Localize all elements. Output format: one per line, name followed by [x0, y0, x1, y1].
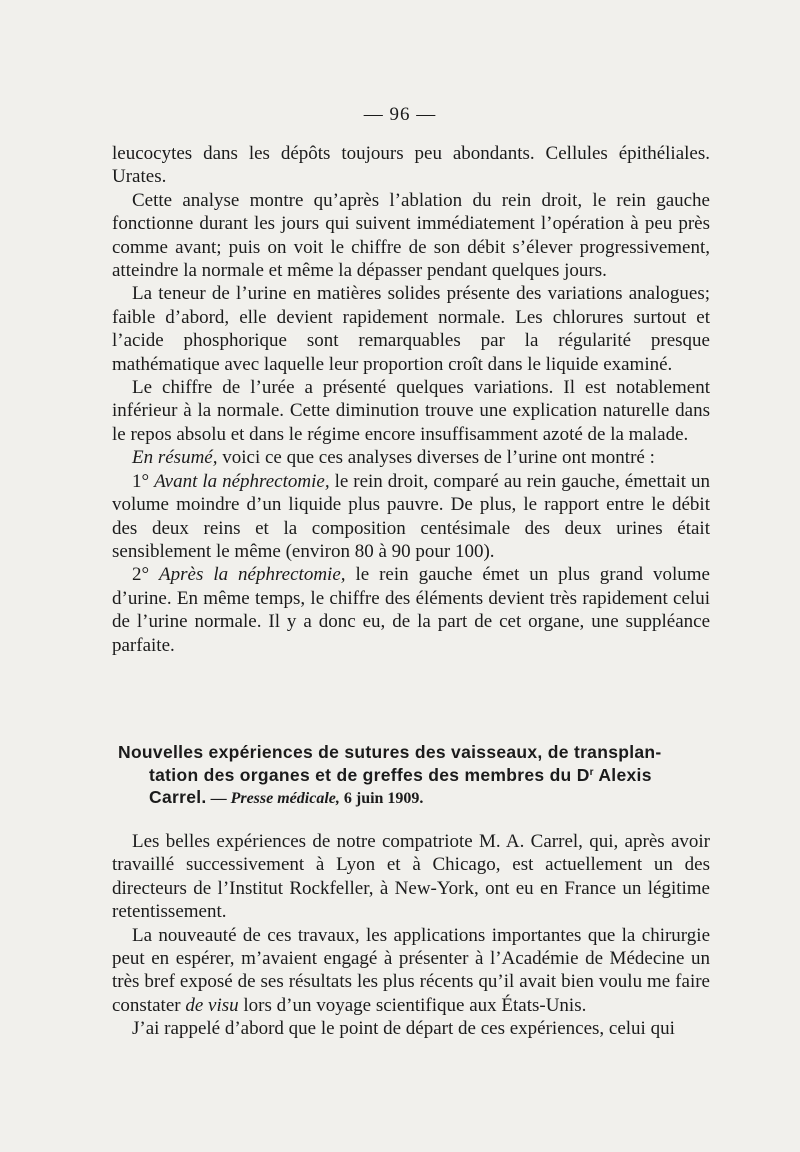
- author-name: Carrel.: [149, 787, 207, 807]
- text-run: J’ai rappelé d’abord que le point de départ de ces expériences, celui qui: [132, 1018, 675, 1040]
- paragraph-10: [112, 1017, 710, 1040]
- heading-line-2: tation des organes et de greffes des membres du $D^r$ Alexis: [149, 764, 652, 785]
- body-text-bottom: [112, 830, 710, 1041]
- paragraph-2: [112, 189, 710, 283]
- paragraph-8: [112, 830, 710, 924]
- heading-line-1: Nouvelles expériences de sutures des vaisseaux, de transplan-: [118, 742, 662, 762]
- text-run: 2°: [132, 564, 160, 586]
- italic-phrase: En résumé,: [132, 447, 218, 469]
- text-run: Le chiffre de l’urée a présenté quelques variations. Il est notablement inférieur à la normale. Cette diminution trouve une explication naturelle dans le repos absolu et dans le régime encore insuffisamment azoté de la malade.: [112, 377, 710, 445]
- source-date: 6 juin 1909.: [339, 790, 424, 807]
- italic-phrase: Avant la néphrectomie,: [154, 470, 330, 492]
- paragraph-6: [112, 470, 710, 564]
- body-text-top: [112, 142, 710, 657]
- paragraph-9: [112, 924, 710, 1018]
- source-journal: Presse médicale,: [230, 790, 340, 807]
- text-run: leucocytes dans les dépôts toujours peu abondants. Cellules épithéliales. Urates.: [112, 143, 710, 188]
- italic-phrase: Après la néphrectomie,: [159, 564, 346, 586]
- paragraph-1: [112, 142, 710, 189]
- heading-line-3: Carrel. — Presse médicale, 6 juin 1909.: [149, 787, 424, 807]
- italic-phrase: de visu: [185, 994, 239, 1016]
- text-run: 1°: [132, 470, 155, 492]
- paragraph-4: [112, 376, 710, 446]
- paragraph-3: [112, 282, 710, 376]
- text-run: le rein droit, comparé au rein gauche, émettait un volume moindre d’un liquide plus pauvre. De plus, le rapport entre le débit des deux reins et la composition centésimale des deux urines était sensiblement le même (environ 80 à 90 pour 100).: [112, 470, 710, 562]
- text-run: Les belles expériences de notre compatriote M. A. Carrel, qui, après avoir travaillé successivement à Lyon et à Chicago, est actuellement un des directeurs de l’Institut Rockfeller, à New-York, ont eu en France un légitime retentissement.: [112, 831, 710, 923]
- text-run: La teneur de l’urine en matières solides présente des variations analogues; faible d’abord, elle devient rapidement normale. Les chlorures surtout et l’acide phosphorique sont remarquables par la régularité presque mathématique avec laquelle leur proportion croît dans le liquide examiné.: [112, 283, 710, 375]
- paragraph-5: [112, 446, 710, 469]
- section-heading: [118, 741, 718, 811]
- text-run: La nouveauté de ces travaux, les applications importantes que la chirurgie peut en espérer, m’avaient engagé à présenter à l’Académie de Médecine un très bref exposé de ses résultats les plus récents qu’il avait bien voulu me faire constater: [112, 924, 710, 1016]
- page-number: — 96 —: [363, 104, 437, 125]
- text-run: Cette analyse montre qu’après l’ablation du rein droit, le rein gauche fonctionne durant les jours qui suivent immédiatement l’opération à peu près comme avant; puis on voit le chiffre de son débit s’élever progressivement, atteindre la normale et même la dépasser pendant quelques jours.: [112, 189, 710, 282]
- text-run: le rein gauche émet un plus grand volume d’urine. En même temps, le chiffre des éléments devient très rapidement celui de l’urine normale. Il y a donc eu, de la part de cet organe, une suppléance parfaite.: [112, 564, 710, 656]
- text-run: voici ce que ces analyses diverses de l’urine ont montré :: [217, 447, 655, 469]
- text-run: lors d’un voyage scientifique aux États-Unis.: [238, 994, 587, 1016]
- paragraph-7: [112, 563, 710, 657]
